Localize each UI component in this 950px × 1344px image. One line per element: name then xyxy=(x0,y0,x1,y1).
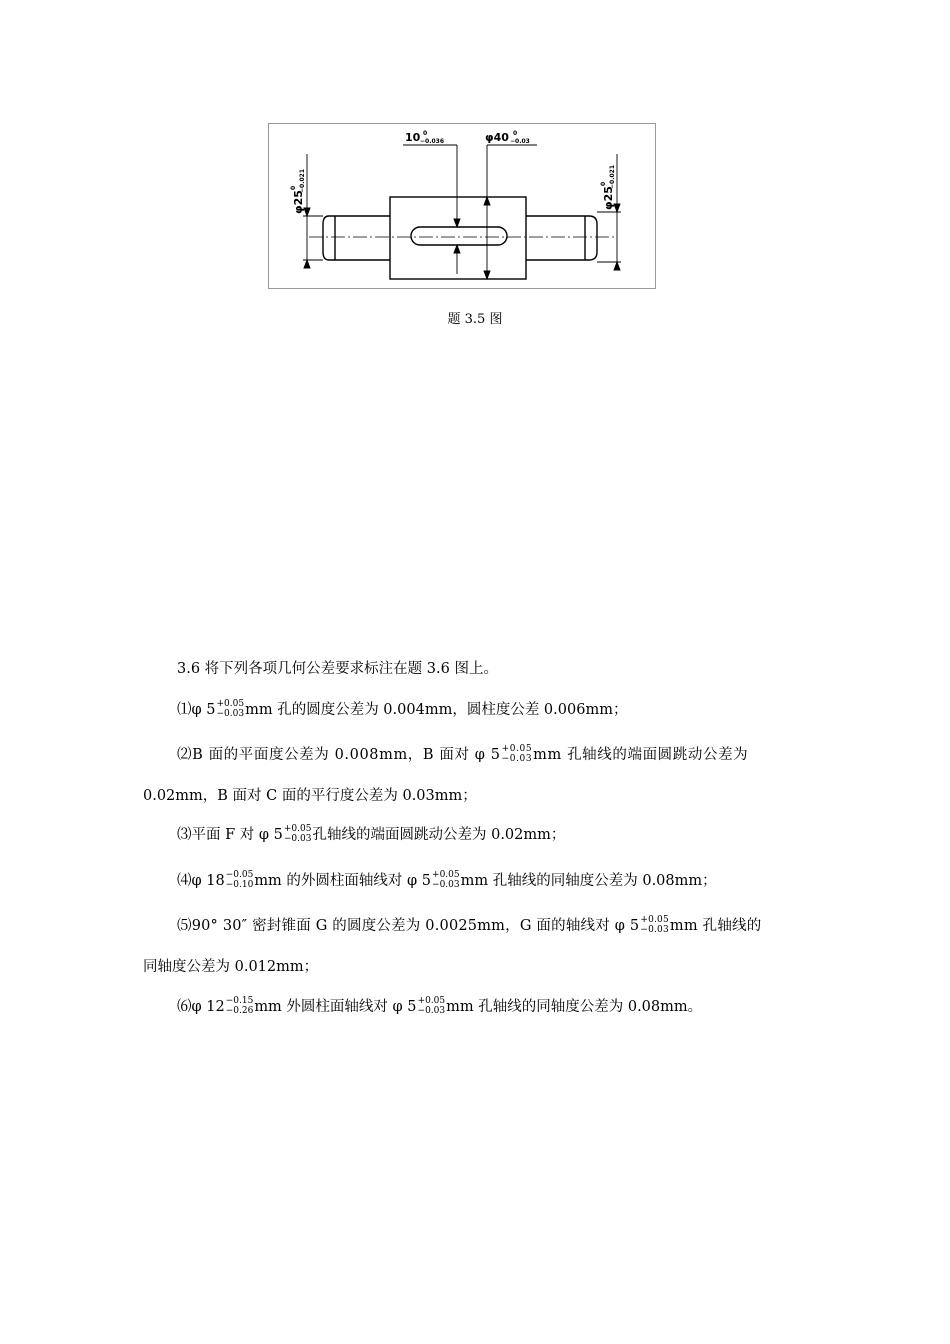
tolerance xyxy=(284,824,312,844)
tol-lower: −0.03 xyxy=(640,925,669,935)
tol-lower: −0.03 xyxy=(283,834,312,844)
middle-dim-lower: −0.03 xyxy=(510,138,530,145)
item-number: ⑷ xyxy=(177,873,192,889)
keyway-slot xyxy=(411,227,507,245)
shaft-drawing xyxy=(269,124,657,290)
list-item-1 xyxy=(177,700,627,720)
left-dim-upper: 0 xyxy=(290,185,297,190)
tol-upper: −0.05 xyxy=(225,870,254,880)
tol-lower: −0.26 xyxy=(225,1006,254,1016)
keyway-dim-label: 10 xyxy=(405,131,421,144)
item-pre: φ 18 xyxy=(191,873,225,889)
item-number: ⑴ xyxy=(177,702,192,718)
tolerance xyxy=(226,996,254,1016)
item-pre: φ 12 xyxy=(191,999,225,1015)
left-dim-label: φ25 xyxy=(292,190,305,214)
item-number: ⑹ xyxy=(177,999,192,1015)
item-text: 孔轴线的端面圆跳动公差为 0.02mm； xyxy=(312,827,566,843)
item-pre: φ 5 xyxy=(191,702,216,718)
tol-upper: +0.05 xyxy=(501,744,533,754)
list-item-5 xyxy=(177,916,761,936)
left-journal xyxy=(323,216,390,260)
tol-lower: −0.03 xyxy=(432,880,460,890)
middle-dim-label: φ40 xyxy=(485,131,509,144)
tol-upper: +0.05 xyxy=(640,915,669,925)
tol-upper: −0.15 xyxy=(225,996,254,1006)
list-item-6 xyxy=(177,997,702,1017)
tol-lower: −0.03 xyxy=(417,1006,446,1016)
figure-caption: 题 3.5 图 xyxy=(447,312,503,327)
tolerance xyxy=(418,996,446,1016)
tolerance xyxy=(640,915,669,935)
list-item-2-continuation: 0.02mm，B 面对 C 面的平行度公差为 0.03mm； xyxy=(143,788,477,804)
right-journal xyxy=(526,216,597,260)
item-text: mm 孔轴线的同轴度公差为 0.08mm。 xyxy=(446,999,703,1015)
tol-lower: −0.03 xyxy=(216,709,245,719)
item-number: ⑶ xyxy=(177,827,192,843)
right-dim-upper: 0 xyxy=(600,181,607,186)
item-pre: 90° 30″ 密封锥面 G 的圆度公差为 0.0025mm，G 面的轴线对 φ 5 xyxy=(191,918,640,934)
tol-upper: +0.05 xyxy=(417,996,446,1006)
tolerance xyxy=(502,744,533,764)
tol-upper: +0.05 xyxy=(216,699,245,709)
left-dim-lower: −0.021 xyxy=(299,168,306,193)
list-item-2 xyxy=(177,745,748,765)
middle-section xyxy=(390,197,526,279)
item-text: mm 孔的圆度公差为 0.004mm，圆柱度公差 0.006mm； xyxy=(245,702,628,718)
item-pre: 平面 F 对 φ 5 xyxy=(191,827,283,843)
tol-upper: +0.05 xyxy=(432,870,460,880)
right-dim-label: φ25 xyxy=(602,186,615,210)
keyway-dim-lower: −0.036 xyxy=(420,138,445,145)
tolerance xyxy=(432,870,460,890)
item-text: mm 孔轴线的 xyxy=(669,918,762,934)
list-item-5-continuation: 同轴度公差为 0.012mm； xyxy=(143,959,319,975)
item-text: mm 孔轴线的同轴度公差为 0.08mm； xyxy=(460,873,717,889)
tol-lower: −0.10 xyxy=(225,880,254,890)
item-text: mm 孔轴线的端面圆跳动公差为 xyxy=(533,747,749,763)
tol-lower: −0.03 xyxy=(501,754,533,764)
item-number: ⑸ xyxy=(177,918,192,934)
tolerance xyxy=(226,870,254,890)
item-mid: mm 的外圆柱面轴线对 φ 5 xyxy=(254,873,432,889)
section-heading: 3.6 将下列各项几何公差要求标注在题 3.6 图上。 xyxy=(177,661,498,677)
item-pre: B 面的平面度公差为 0.008mm，B 面对 φ 5 xyxy=(192,747,501,763)
item-number: ⑵ xyxy=(177,747,193,763)
list-item-3 xyxy=(177,825,565,845)
right-dim-lower: −0.021 xyxy=(609,164,616,189)
middle-dim-upper: 0 xyxy=(513,130,518,137)
tol-upper: +0.05 xyxy=(283,824,312,834)
item-mid: mm 外圆柱面轴线对 φ 5 xyxy=(254,999,417,1015)
tolerance xyxy=(217,699,245,719)
keyway-dim-upper: 0 xyxy=(423,130,428,137)
shaft-drawing-figure xyxy=(268,123,656,289)
list-item-4 xyxy=(177,871,717,891)
